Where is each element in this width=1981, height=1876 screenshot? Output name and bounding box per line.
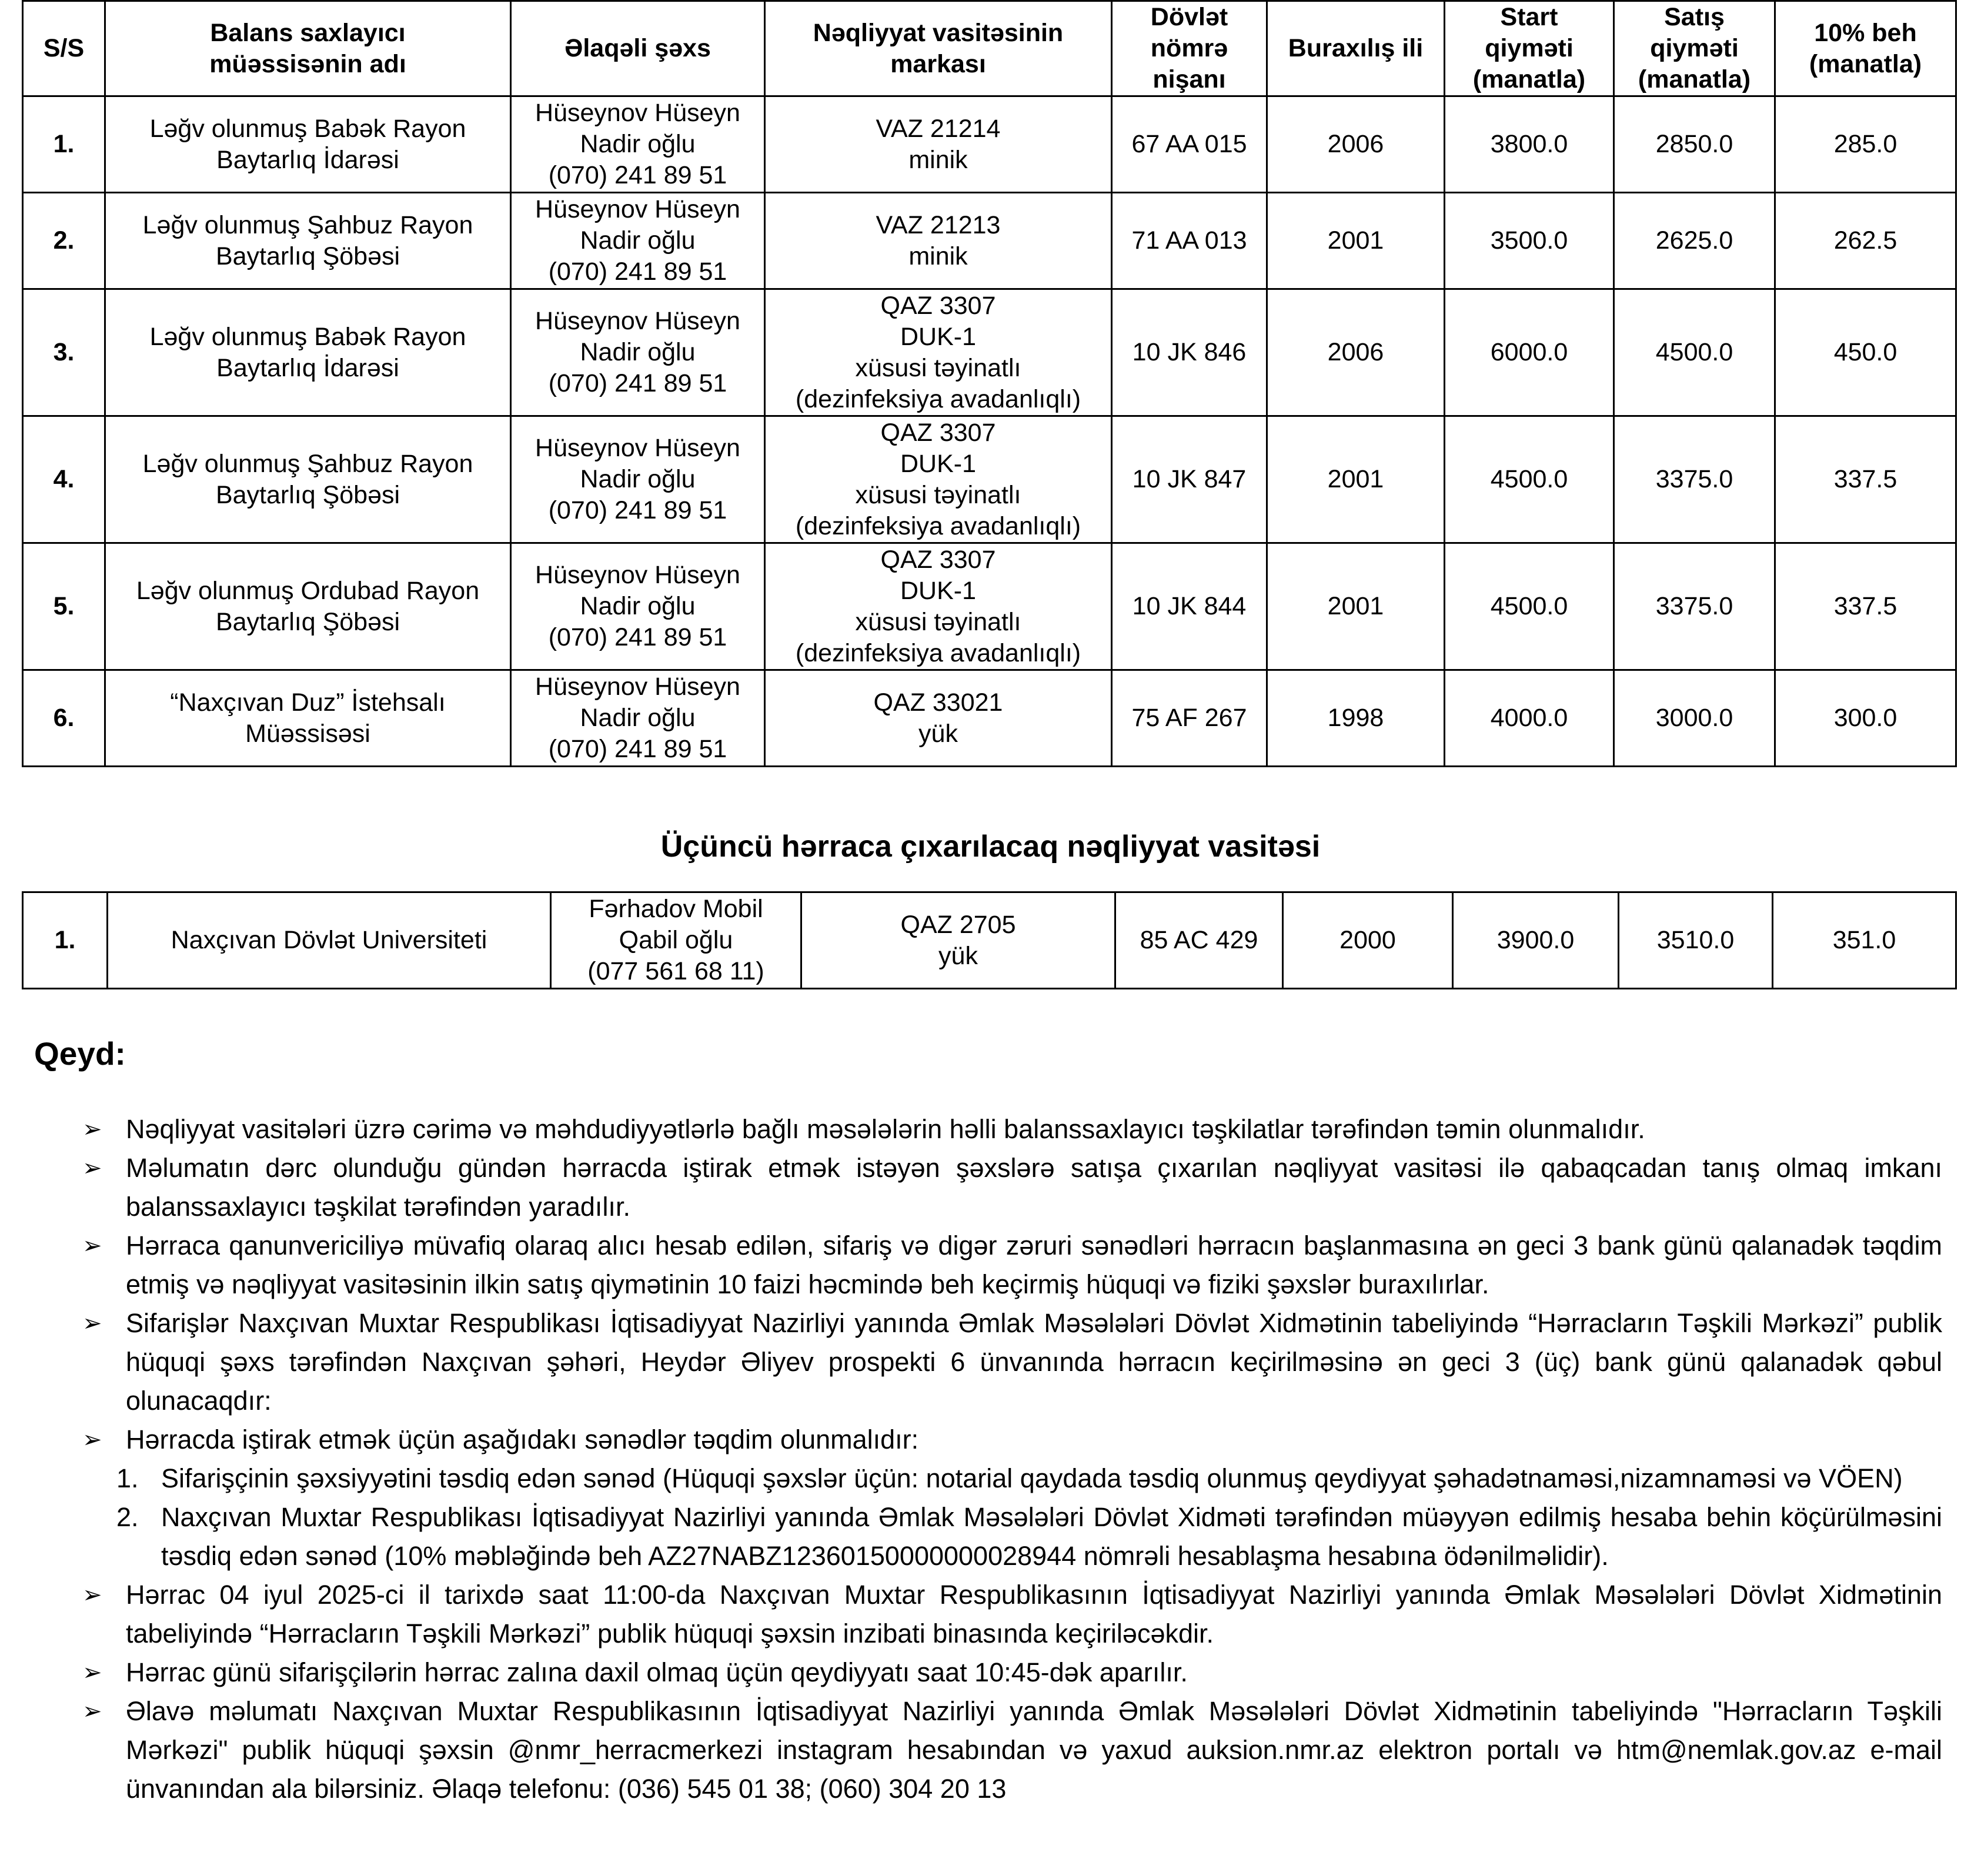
subitem-text: Sifarişçinin şəxsiyyətini təsdiq edən sənəd (Hüquqi şəxslər üçün: notarial qaydada təsdiq olunmuş qeydiyyat şəhadətnaməsi,nizamnaməsi və VÖEN) xyxy=(161,1463,1903,1493)
note-text: Hərracda iştirak etmək üçün aşağıdakı sənədlər təqdim olunmalıdır: xyxy=(126,1424,919,1454)
cell-start-price: 3500.0 xyxy=(1445,193,1614,289)
table-row xyxy=(23,289,1956,416)
note-item xyxy=(82,1304,1942,1420)
col-header-owner: Balans saxlayıcı müəssisənin adı xyxy=(105,1,511,96)
cell-sale-price: 4500.0 xyxy=(1614,289,1775,416)
cell-owner: “Naxçıvan Duz” İstehsalı Müəssisəsi xyxy=(105,670,511,767)
note-text: Hərraca qanunvericiliyə müvafiq olaraq alıcı hesab edilən, sifariş və digər zəruri sənədləri hərracın başlanmasına ən geci 3 bank günü qalanadək təqdim etmiş və nəqliyyat vasitəsinin ilkin satış qiymətinin 10 faizi həcmində beh keçirmiş hüquqi və fiziki şəxslər buraxılırlar. xyxy=(126,1230,1942,1299)
cell-ss: 1. xyxy=(23,892,108,989)
cell-ss: 2. xyxy=(23,193,105,289)
arrow-bullet-icon: ➢ xyxy=(82,1698,102,1724)
col-header-sale-price: Satış qiyməti (manatla) xyxy=(1614,1,1775,96)
cell-ss: 1. xyxy=(23,96,105,193)
cell-sale-price: 2850.0 xyxy=(1614,96,1775,193)
cell-brand: QAZ 3307 DUK-1 xüsusi təyinatlı (dezinfeksiya avadanlıqlı) xyxy=(765,416,1112,543)
cell-start-price: 4500.0 xyxy=(1445,543,1614,670)
third-auction-table xyxy=(22,891,1957,989)
cell-start-price: 3900.0 xyxy=(1453,892,1619,989)
cell-plate: 67 AA 015 xyxy=(1112,96,1267,193)
note-item xyxy=(82,1110,1942,1149)
cell-contact: Hüseynov Hüseyn Nadir oğlu (070) 241 89 51 xyxy=(511,670,765,767)
col-header-plate: Dövlət nömrə nişanı xyxy=(1112,1,1267,96)
cell-deposit: 262.5 xyxy=(1775,193,1956,289)
cell-year: 2006 xyxy=(1267,289,1445,416)
note-text: Məlumatın dərc olunduğu gündən hərracda iştirak etmək istəyən şəxslərə satışa çıxarılan nəqliyyat vasitəsi ilə qabaqcadan tanış olmaq imkanı balanssaxlayıcı təşkilat tərəfindən yaradılır. xyxy=(126,1153,1942,1222)
table-row xyxy=(23,193,1956,289)
cell-contact: Hüseynov Hüseyn Nadir oğlu (070) 241 89 51 xyxy=(511,416,765,543)
col-header-year: Buraxılış ili xyxy=(1267,1,1445,96)
cell-deposit: 450.0 xyxy=(1775,289,1956,416)
subitem-index: 1. xyxy=(116,1463,139,1493)
cell-year: 2006 xyxy=(1267,96,1445,193)
vehicles-table xyxy=(22,0,1957,767)
table-row xyxy=(23,96,1956,193)
cell-sale-price: 3375.0 xyxy=(1614,543,1775,670)
arrow-bullet-icon: ➢ xyxy=(82,1427,102,1453)
arrow-bullet-icon: ➢ xyxy=(82,1582,102,1608)
table-row xyxy=(23,670,1956,767)
table-row xyxy=(23,416,1956,543)
cell-ss: 6. xyxy=(23,670,105,767)
cell-brand: QAZ 3307 DUK-1 xüsusi təyinatlı (dezinfeksiya avadanlıqlı) xyxy=(765,543,1112,670)
cell-start-price: 6000.0 xyxy=(1445,289,1614,416)
subitem-text: Naxçıvan Muxtar Respublikası İqtisadiyyat Nazirliyi yanında Əmlak Məsələləri Dövlət Xidməti tərəfindən müəyyən edilmiş hesaba behin köçürülməsini təsdiq edən sənəd (10% məbləğində beh AZ27NABZ12360150000000028944 nömrəli hesablaşma hesabına ödənilməlidir). xyxy=(161,1502,1942,1571)
col-header-deposit: 10% beh (manatla) xyxy=(1775,1,1956,96)
cell-brand: VAZ 21214 minik xyxy=(765,96,1112,193)
note-item xyxy=(82,1420,1942,1459)
cell-owner: Ləğv olunmuş Babək Rayon Baytarlıq İdarəsi xyxy=(105,96,511,193)
cell-plate: 10 JK 846 xyxy=(1112,289,1267,416)
col-header-ss: S/S xyxy=(23,1,105,96)
cell-start-price: 4000.0 xyxy=(1445,670,1614,767)
cell-ss: 5. xyxy=(23,543,105,670)
cell-start-price: 3800.0 xyxy=(1445,96,1614,193)
section-title: Üçüncü hərraca çıxarılacaq nəqliyyat vasitəsi xyxy=(660,830,1321,864)
cell-contact: Hüseynov Hüseyn Nadir oğlu (070) 241 89 51 xyxy=(511,96,765,193)
cell-ss: 3. xyxy=(23,289,105,416)
cell-brand: VAZ 21213 minik xyxy=(765,193,1112,289)
cell-brand: QAZ 33021 yük xyxy=(765,670,1112,767)
cell-owner: Ləğv olunmuş Babək Rayon Baytarlıq İdarəsi xyxy=(105,289,511,416)
cell-contact: Hüseynov Hüseyn Nadir oğlu (070) 241 89 51 xyxy=(511,289,765,416)
arrow-bullet-icon: ➢ xyxy=(82,1233,102,1259)
note-subitem xyxy=(82,1459,1942,1498)
col-header-brand: Nəqliyyat vasitəsinin markası xyxy=(765,1,1112,96)
cell-deposit: 337.5 xyxy=(1775,543,1956,670)
note-text: Sifarişlər Naxçıvan Muxtar Respublikası İqtisadiyyat Nazirliyi yanında Əmlak Məsələləri Dövlət Xidmətinin tabeliyində “Hərracların Təşkili Mərkəzi” publik hüquqi şəxs tərəfindən Naxçıvan şəhəri, Heydər Əliyev prospekti 6 ünvanında hərracın keçirilməsinə ən geci 3 (üç) bank günü qalanadək qəbul olunacaqdır: xyxy=(126,1308,1942,1416)
note-item xyxy=(82,1692,1942,1808)
cell-plate: 10 JK 847 xyxy=(1112,416,1267,543)
cell-deposit: 300.0 xyxy=(1775,670,1956,767)
cell-year: 1998 xyxy=(1267,670,1445,767)
cell-plate: 75 AF 267 xyxy=(1112,670,1267,767)
cell-plate: 85 AC 429 xyxy=(1115,892,1283,989)
cell-owner: Ləğv olunmuş Şahbuz Rayon Baytarlıq Şöbəsi xyxy=(105,193,511,289)
arrow-bullet-icon: ➢ xyxy=(82,1116,102,1142)
arrow-bullet-icon: ➢ xyxy=(82,1155,102,1181)
cell-year: 2001 xyxy=(1267,543,1445,670)
note-item xyxy=(82,1653,1942,1692)
cell-contact: Hüseynov Hüseyn Nadir oğlu (070) 241 89 51 xyxy=(511,193,765,289)
note-item xyxy=(82,1576,1942,1653)
cell-deposit: 351.0 xyxy=(1773,892,1956,989)
notes-title: Qeyd: xyxy=(34,1035,126,1072)
col-header-contact: Əlaqəli şəxs xyxy=(511,1,765,96)
cell-plate: 71 AA 013 xyxy=(1112,193,1267,289)
cell-brand: QAZ 3307 DUK-1 xüsusi təyinatlı (dezinfeksiya avadanlıqlı) xyxy=(765,289,1112,416)
cell-sale-price: 3000.0 xyxy=(1614,670,1775,767)
cell-owner: Naxçıvan Dövlət Universiteti xyxy=(108,892,551,989)
arrow-bullet-icon: ➢ xyxy=(82,1660,102,1686)
cell-year: 2001 xyxy=(1267,416,1445,543)
cell-sale-price: 3510.0 xyxy=(1619,892,1773,989)
note-item xyxy=(82,1149,1942,1226)
cell-sale-price: 2625.0 xyxy=(1614,193,1775,289)
note-subitem xyxy=(82,1498,1942,1576)
cell-owner: Ləğv olunmuş Ordubad Rayon Baytarlıq Şöbəsi xyxy=(105,543,511,670)
cell-sale-price: 3375.0 xyxy=(1614,416,1775,543)
table-row xyxy=(23,543,1956,670)
cell-year: 2000 xyxy=(1283,892,1453,989)
cell-ss: 4. xyxy=(23,416,105,543)
notes-list xyxy=(82,1110,1942,1808)
cell-contact: Fərhadov Mobil Qabil oğlu (077 561 68 11) xyxy=(551,892,801,989)
table-row xyxy=(23,892,1956,989)
cell-owner: Ləğv olunmuş Şahbuz Rayon Baytarlıq Şöbəsi xyxy=(105,416,511,543)
cell-deposit: 285.0 xyxy=(1775,96,1956,193)
note-text: Nəqliyyat vasitələri üzrə cərimə və məhdudiyyətlərlə bağlı məsələlərin həlli balanssaxlayıcı təşkilatlar tərəfindən təmin olunmalıdır. xyxy=(126,1114,1645,1144)
col-header-start-price: Start qiyməti (manatla) xyxy=(1445,1,1614,96)
cell-contact: Hüseynov Hüseyn Nadir oğlu (070) 241 89 51 xyxy=(511,543,765,670)
note-text: Hərrac günü sifarişçilərin hərrac zalına daxil olmaq üçün qeydiyyatı saat 10:45-dək aparılır. xyxy=(126,1657,1188,1687)
cell-year: 2001 xyxy=(1267,193,1445,289)
cell-deposit: 337.5 xyxy=(1775,416,1956,543)
table-header-row xyxy=(23,1,1956,96)
arrow-bullet-icon: ➢ xyxy=(82,1310,102,1336)
cell-plate: 10 JK 844 xyxy=(1112,543,1267,670)
note-item xyxy=(82,1226,1942,1304)
note-text: Hərrac 04 iyul 2025-ci il tarixdə saat 11:00-da Naxçıvan Muxtar Respublikasının İqtisadiyyat Nazirliyi yanında Əmlak Məsələləri Dövlət Xidmətinin tabeliyində “Hərracların Təşkili Mərkəzi” publik hüquqi şəxsin inzibati binasında keçiriləcəkdir. xyxy=(126,1580,1942,1648)
subitem-index: 2. xyxy=(116,1502,139,1532)
cell-start-price: 4500.0 xyxy=(1445,416,1614,543)
note-text: Əlavə məlumatı Naxçıvan Muxtar Respublikasının İqtisadiyyat Nazirliyi yanında Əmlak Məsələləri Dövlət Xidmətinin tabeliyində "Hərracların Təşkili Mərkəzi" publik hüquqi şəxsin @nmr_herracmerkezi instagram hesabından və yaxud auksion.nmr.az elektron portalı və htm@nemlak.gov.az e-mail ünvanından ala bilərsiniz. Əlaqə telefonu: (036) 545 01 38; (060) 304 20 13 xyxy=(126,1696,1942,1804)
cell-brand: QAZ 2705 yük xyxy=(801,892,1115,989)
